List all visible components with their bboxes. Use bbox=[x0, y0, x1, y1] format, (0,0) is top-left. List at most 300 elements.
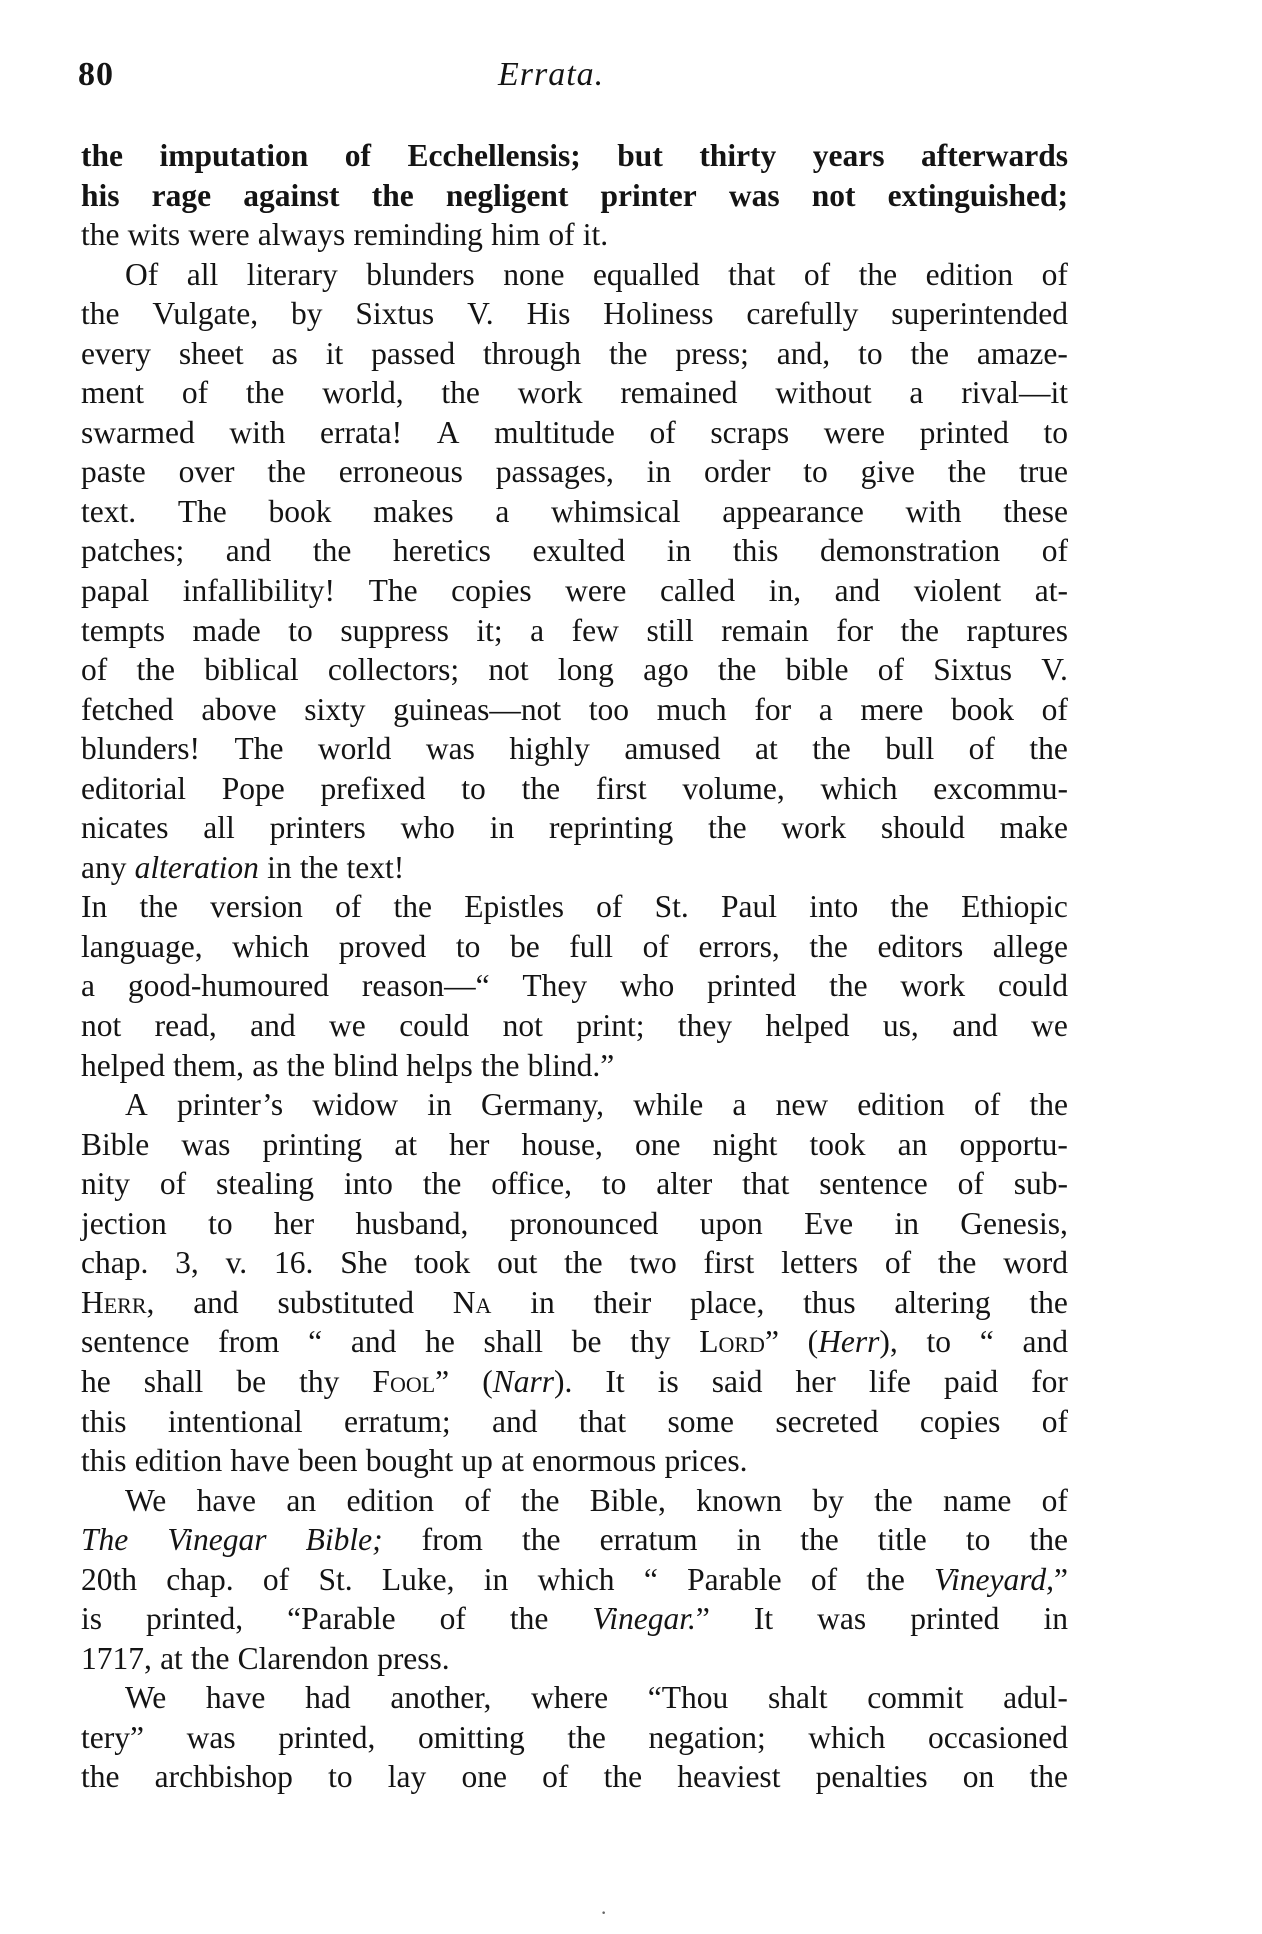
word: violent bbox=[913, 573, 1002, 609]
word: prices. bbox=[664, 1443, 748, 1479]
word: by bbox=[291, 296, 323, 332]
word: it. bbox=[582, 217, 609, 253]
word: substituted bbox=[277, 1284, 414, 1320]
word: her bbox=[273, 1205, 315, 1241]
word: reason—“ bbox=[361, 968, 490, 1004]
word: this bbox=[81, 1443, 127, 1479]
word: that bbox=[578, 1403, 627, 1439]
word: which bbox=[232, 928, 310, 964]
word: work bbox=[517, 375, 583, 411]
word: copies bbox=[451, 573, 532, 609]
word: in bbox=[646, 454, 672, 490]
word: the bbox=[608, 335, 648, 371]
word: v. bbox=[225, 1245, 248, 1281]
word: Bible, bbox=[589, 1482, 666, 1518]
word: “ bbox=[643, 1561, 658, 1597]
word: proved bbox=[338, 928, 427, 964]
word: St. bbox=[318, 1561, 353, 1597]
word: imputation bbox=[159, 138, 309, 173]
word: in bbox=[483, 1561, 509, 1597]
word: of bbox=[1041, 533, 1068, 569]
word: sub- bbox=[1013, 1166, 1068, 1202]
word: at bbox=[394, 1126, 418, 1162]
word: was bbox=[425, 731, 475, 767]
word: and bbox=[193, 1284, 239, 1320]
word: of bbox=[884, 1245, 912, 1281]
word: took bbox=[414, 1245, 471, 1281]
word: and bbox=[492, 1403, 538, 1439]
text-line bbox=[81, 1243, 1068, 1283]
word: new bbox=[775, 1087, 829, 1123]
word: too bbox=[588, 691, 630, 727]
word: afterwards bbox=[921, 138, 1068, 173]
word: print; bbox=[576, 1008, 645, 1044]
word: them, bbox=[173, 1047, 245, 1083]
text-line bbox=[81, 1599, 1068, 1639]
text-line bbox=[81, 1046, 1068, 1086]
word: known bbox=[696, 1482, 783, 1518]
word: printed bbox=[707, 968, 797, 1004]
text-line bbox=[81, 571, 1068, 611]
word: Pope bbox=[221, 770, 285, 806]
word: have bbox=[196, 1482, 257, 1518]
word: is bbox=[81, 1601, 103, 1637]
word: and bbox=[225, 533, 272, 569]
word: who bbox=[400, 810, 455, 846]
word: ment bbox=[81, 375, 144, 411]
word: edition bbox=[134, 1443, 223, 1479]
word: extinguished; bbox=[887, 177, 1068, 213]
word: in bbox=[894, 1205, 919, 1241]
word: were bbox=[188, 217, 250, 253]
word: of bbox=[957, 1166, 984, 1202]
word: printed, bbox=[146, 1601, 244, 1637]
word: a bbox=[495, 493, 510, 529]
word: with bbox=[905, 493, 962, 529]
word: printed, bbox=[278, 1719, 376, 1755]
text-line bbox=[81, 1164, 1068, 1204]
text-line bbox=[81, 1481, 1068, 1521]
word: St. bbox=[654, 889, 689, 925]
word: She bbox=[340, 1245, 388, 1281]
word: the bbox=[422, 1166, 462, 1202]
text-line bbox=[81, 492, 1068, 532]
text-line bbox=[81, 176, 1068, 216]
word: with bbox=[229, 414, 286, 450]
word: while bbox=[633, 1087, 704, 1123]
word: intentional bbox=[167, 1403, 303, 1439]
word: 16. bbox=[274, 1245, 314, 1281]
text-line bbox=[81, 294, 1068, 334]
word: to bbox=[926, 1324, 952, 1360]
word: to bbox=[455, 928, 481, 964]
word: thy bbox=[630, 1324, 671, 1360]
word: house, bbox=[521, 1126, 603, 1162]
word: remained bbox=[620, 375, 738, 411]
word: Genesis, bbox=[960, 1205, 1068, 1241]
word: They bbox=[522, 968, 588, 1004]
word: excommu- bbox=[933, 770, 1068, 806]
word: rival—it bbox=[961, 375, 1068, 411]
word: to bbox=[328, 1759, 353, 1795]
word: us, bbox=[882, 1008, 919, 1044]
word: the bbox=[520, 1482, 560, 1518]
word: archbishop bbox=[154, 1759, 293, 1795]
word: language, bbox=[81, 928, 203, 964]
word: the bbox=[564, 1245, 603, 1281]
text-line bbox=[81, 690, 1068, 730]
page-number: 80 bbox=[78, 56, 114, 93]
text-line bbox=[81, 1718, 1068, 1758]
word: an bbox=[286, 1482, 317, 1518]
word: to bbox=[803, 454, 828, 490]
word: him bbox=[491, 217, 541, 253]
word: work bbox=[900, 968, 966, 1004]
word: adul- bbox=[1003, 1680, 1068, 1716]
word: negation; bbox=[648, 1719, 766, 1755]
word: of bbox=[344, 138, 372, 173]
word: blunders bbox=[366, 256, 475, 292]
text-line bbox=[81, 887, 1068, 927]
word: to bbox=[288, 612, 313, 648]
word: heretics bbox=[392, 533, 491, 569]
word: “ bbox=[308, 1324, 323, 1360]
text-line bbox=[81, 769, 1068, 809]
word: (Herr), bbox=[807, 1324, 898, 1360]
word: to bbox=[1043, 414, 1068, 450]
word: allege bbox=[992, 928, 1068, 964]
word: years bbox=[812, 138, 885, 173]
word: the bbox=[1029, 1284, 1068, 1320]
text-line bbox=[81, 1678, 1068, 1718]
word: V. bbox=[467, 296, 494, 332]
word: The bbox=[81, 1522, 129, 1558]
word: good-humoured bbox=[127, 968, 330, 1004]
word: the bbox=[312, 533, 352, 569]
word: “ bbox=[979, 1324, 994, 1360]
word: the bbox=[937, 1245, 977, 1281]
word: Herr, bbox=[81, 1284, 155, 1320]
word: thy bbox=[299, 1363, 340, 1399]
word: equalled bbox=[592, 256, 700, 292]
word: the bbox=[1029, 731, 1068, 767]
word: as bbox=[271, 335, 298, 371]
word: in bbox=[530, 1284, 555, 1320]
word: passages, bbox=[495, 454, 614, 490]
word: sheet bbox=[178, 335, 244, 371]
word: a bbox=[909, 375, 924, 411]
word: at bbox=[160, 1640, 183, 1676]
word: of bbox=[335, 889, 362, 925]
word: ago bbox=[643, 652, 689, 688]
word: in bbox=[489, 810, 515, 846]
word: to bbox=[858, 335, 883, 371]
word: Clarendon bbox=[237, 1640, 369, 1676]
word: were bbox=[565, 573, 627, 609]
word: word bbox=[1003, 1245, 1068, 1281]
word: he bbox=[425, 1324, 455, 1360]
word: and bbox=[1022, 1324, 1068, 1360]
word: one bbox=[461, 1759, 507, 1795]
word: swarmed bbox=[81, 414, 195, 450]
word: shall bbox=[483, 1324, 544, 1360]
word: altering bbox=[894, 1284, 991, 1320]
word: printers bbox=[269, 810, 366, 846]
word: omitting bbox=[418, 1719, 525, 1755]
word: Of bbox=[125, 256, 159, 292]
word: his bbox=[81, 177, 120, 213]
word: much bbox=[656, 691, 727, 727]
word: is bbox=[657, 1363, 679, 1399]
text-line bbox=[81, 452, 1068, 492]
word: the bbox=[371, 177, 414, 213]
word: on bbox=[962, 1759, 995, 1795]
word: of bbox=[1041, 691, 1068, 727]
word: of bbox=[1041, 1482, 1068, 1518]
word: few bbox=[571, 612, 619, 648]
word: give bbox=[860, 454, 915, 490]
word: carefully bbox=[746, 296, 859, 332]
word: in, bbox=[768, 573, 802, 609]
word: was bbox=[817, 1601, 867, 1637]
word: of bbox=[548, 217, 575, 253]
word: against bbox=[243, 177, 340, 213]
word: bull bbox=[885, 731, 935, 767]
word: to bbox=[965, 1522, 991, 1558]
word: and bbox=[350, 1324, 397, 1360]
word: Epistles bbox=[464, 889, 564, 925]
word: which bbox=[820, 770, 898, 806]
word: for bbox=[1031, 1363, 1068, 1399]
word: passed bbox=[371, 335, 456, 371]
text-line bbox=[81, 1560, 1068, 1600]
word: thirty bbox=[699, 138, 777, 173]
word: her bbox=[795, 1363, 836, 1399]
word: any bbox=[81, 849, 127, 885]
word: of bbox=[642, 928, 669, 964]
word: but bbox=[617, 138, 663, 173]
word: make bbox=[999, 810, 1068, 846]
word: be bbox=[571, 1324, 602, 1360]
word: widow bbox=[312, 1087, 399, 1123]
word: world, bbox=[322, 375, 404, 411]
word: Vinegar bbox=[167, 1522, 267, 1558]
word: nity bbox=[81, 1166, 131, 1202]
word: A bbox=[436, 414, 460, 450]
word: in bbox=[427, 1087, 452, 1123]
word: the bbox=[521, 1522, 561, 1558]
word: shalt bbox=[767, 1680, 828, 1716]
word: press. bbox=[377, 1640, 450, 1676]
word: the bbox=[441, 375, 480, 411]
word: printed bbox=[919, 414, 1009, 450]
word: edition bbox=[857, 1087, 945, 1123]
word: printed bbox=[910, 1601, 1000, 1637]
word: (Narr). bbox=[482, 1363, 573, 1399]
word: Eve bbox=[804, 1205, 854, 1241]
word: the bbox=[890, 889, 929, 925]
text-line bbox=[81, 1520, 1068, 1560]
word: the bbox=[1029, 1087, 1068, 1123]
word: up bbox=[461, 1443, 493, 1479]
word: been bbox=[298, 1443, 358, 1479]
word: infallibility! bbox=[182, 573, 336, 609]
word: at bbox=[501, 1443, 524, 1479]
word: guineas—not bbox=[393, 691, 562, 727]
word: every bbox=[81, 335, 151, 371]
word: to bbox=[601, 1166, 627, 1202]
word: tempts bbox=[81, 612, 165, 648]
word: the bbox=[286, 1047, 326, 1083]
word: the bbox=[509, 1601, 549, 1637]
word: called bbox=[659, 573, 736, 609]
word: the bbox=[809, 928, 848, 964]
word: husband, bbox=[355, 1205, 469, 1241]
word: thus bbox=[803, 1284, 856, 1320]
word: amaze- bbox=[976, 335, 1068, 371]
word: “Thou bbox=[647, 1680, 729, 1716]
word: sentence bbox=[81, 1324, 190, 1360]
word: It bbox=[605, 1363, 625, 1399]
word: the bbox=[81, 296, 120, 332]
word: nicates bbox=[81, 810, 169, 846]
word: place, bbox=[690, 1284, 765, 1320]
word: edition bbox=[925, 256, 1014, 292]
word: and bbox=[834, 573, 881, 609]
text-line bbox=[81, 1362, 1068, 1402]
word: this bbox=[81, 1403, 127, 1439]
word: who bbox=[619, 968, 675, 1004]
word: by bbox=[812, 1482, 844, 1518]
word: not bbox=[488, 652, 529, 688]
word: whimsical bbox=[551, 493, 681, 529]
text-line bbox=[81, 966, 1068, 1006]
word: the bbox=[81, 1759, 120, 1795]
word: world bbox=[317, 731, 392, 767]
word: a bbox=[732, 1087, 747, 1123]
word: the bbox=[708, 810, 747, 846]
word: above bbox=[201, 691, 277, 727]
word: raptures bbox=[966, 612, 1068, 648]
word: which bbox=[537, 1561, 615, 1597]
word: editorial bbox=[81, 770, 186, 806]
word: night bbox=[712, 1126, 778, 1162]
word: of bbox=[968, 731, 995, 767]
word: mere bbox=[860, 691, 924, 727]
word: an bbox=[897, 1126, 928, 1162]
word: the bbox=[866, 1561, 905, 1597]
word: and bbox=[250, 1008, 296, 1044]
word: blind.” bbox=[527, 1047, 615, 1083]
word: blind bbox=[333, 1047, 399, 1083]
word: office, bbox=[491, 1166, 572, 1202]
word: the bbox=[910, 335, 949, 371]
word: sixty bbox=[304, 691, 366, 727]
word: demonstration bbox=[819, 533, 1001, 569]
word: amused bbox=[624, 731, 721, 767]
text-line bbox=[81, 927, 1068, 967]
word: Lord” bbox=[699, 1324, 779, 1360]
word: remain bbox=[721, 612, 809, 648]
word: chap. bbox=[81, 1245, 149, 1281]
word: printer’s bbox=[176, 1087, 284, 1123]
word: papal bbox=[81, 573, 150, 609]
word: The bbox=[368, 573, 418, 609]
word: not bbox=[502, 1008, 543, 1044]
running-head: Errata. bbox=[498, 56, 605, 93]
word: the bbox=[190, 1640, 230, 1676]
word: for bbox=[836, 612, 873, 648]
word: of bbox=[262, 1561, 290, 1597]
word: of bbox=[649, 414, 676, 450]
word: the bbox=[521, 770, 561, 806]
text-line bbox=[81, 808, 1068, 848]
word: at bbox=[755, 731, 778, 767]
word: without bbox=[775, 375, 872, 411]
word: Germany, bbox=[480, 1087, 605, 1123]
word: one bbox=[635, 1126, 681, 1162]
word: penalties bbox=[815, 1759, 928, 1795]
word: be bbox=[509, 928, 540, 964]
text-line bbox=[81, 611, 1068, 651]
word: the bbox=[603, 1759, 643, 1795]
text-line bbox=[81, 1402, 1068, 1442]
word: pronounced bbox=[509, 1205, 659, 1241]
word: of bbox=[810, 1561, 838, 1597]
word: be bbox=[236, 1363, 267, 1399]
word: chap. bbox=[166, 1561, 234, 1597]
word: in bbox=[267, 849, 292, 885]
word: makes bbox=[373, 493, 454, 529]
word: rage bbox=[151, 177, 212, 213]
word: order bbox=[704, 454, 771, 490]
word: Vineyard,” bbox=[934, 1561, 1068, 1597]
word: the bbox=[717, 652, 757, 688]
word: bought bbox=[365, 1443, 454, 1479]
word: through bbox=[483, 335, 582, 371]
word: the bbox=[299, 849, 339, 885]
word: book bbox=[268, 493, 332, 529]
word: from bbox=[421, 1522, 483, 1558]
word: all bbox=[186, 256, 219, 292]
word: the bbox=[81, 138, 123, 173]
word: exulted bbox=[532, 533, 626, 569]
word: first bbox=[595, 770, 647, 806]
word: We bbox=[125, 1680, 167, 1716]
word: we bbox=[329, 1008, 366, 1044]
word: patches; bbox=[81, 533, 185, 569]
word: full bbox=[569, 928, 614, 964]
word: opportu- bbox=[959, 1126, 1068, 1162]
word: Sixtus bbox=[933, 652, 1013, 688]
word: enormous bbox=[532, 1443, 657, 1479]
word: could bbox=[399, 1008, 470, 1044]
word: took bbox=[809, 1126, 866, 1162]
word: errata! bbox=[319, 414, 403, 450]
word: some bbox=[667, 1403, 734, 1439]
word: should bbox=[880, 810, 965, 846]
text-line bbox=[81, 848, 1068, 888]
word: Holiness bbox=[603, 296, 714, 332]
word: jection bbox=[81, 1205, 167, 1241]
word: Parable bbox=[687, 1561, 782, 1597]
word: scraps bbox=[710, 414, 790, 450]
word: as bbox=[252, 1047, 279, 1083]
text-line bbox=[81, 531, 1068, 571]
word: from bbox=[218, 1324, 280, 1360]
word: text! bbox=[346, 849, 405, 885]
word: helped bbox=[765, 1008, 850, 1044]
